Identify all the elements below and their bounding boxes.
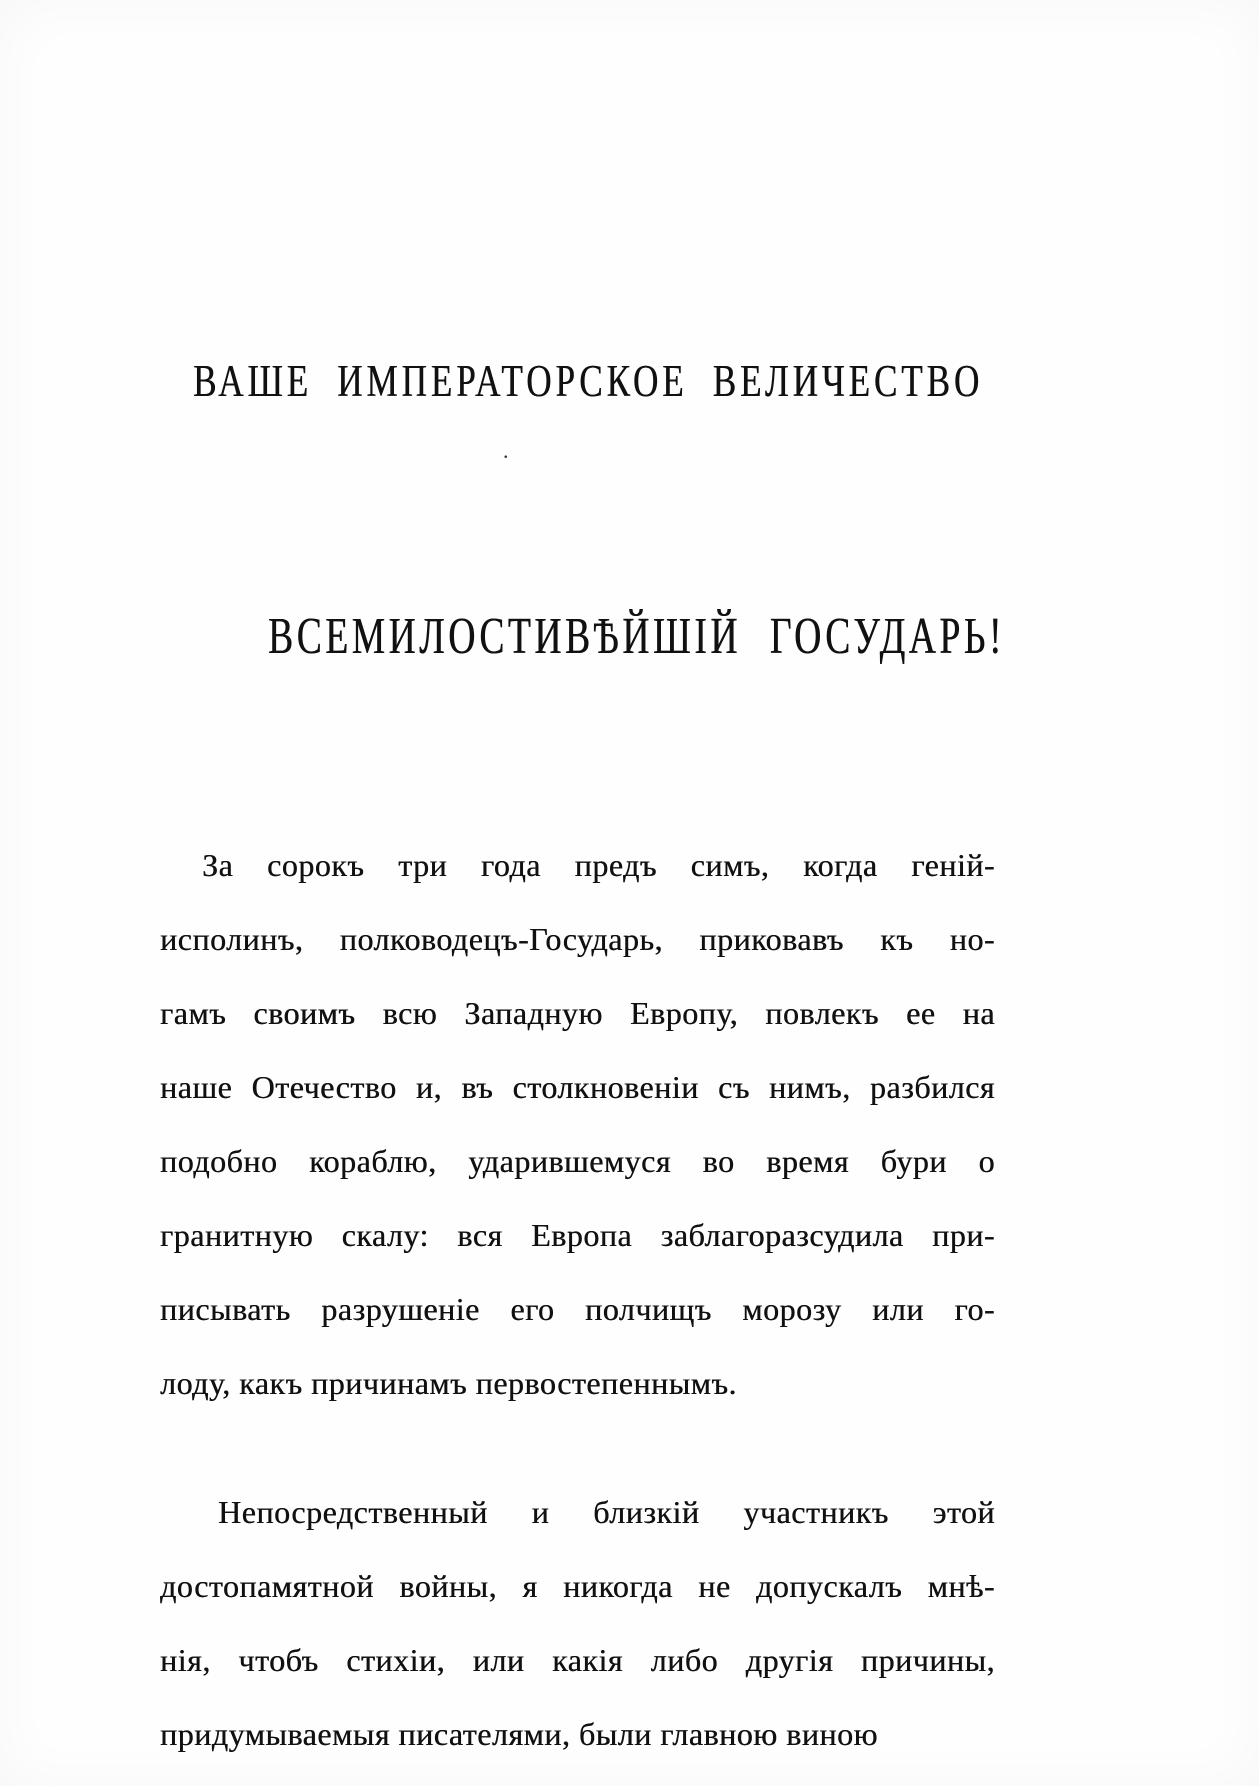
sovereign-address-heading: ВСЕМИЛОСТИВѢЙШІЙ ГОСУДАРЬ! — [268, 608, 1005, 665]
text-line: лоду, какъ причинамъ первостепеннымъ. — [160, 1365, 737, 1401]
text-line: придумываемыя писателями, были главною виною — [160, 1716, 878, 1752]
text-line: нія, чтобъ стихіи, или какія либо другія причины, — [160, 1642, 995, 1678]
text-line: гранитную скалу: вся Европа заблагоразсудила при- — [160, 1217, 995, 1253]
imperial-salutation-heading: ВАШЕ ИМПЕРАТОРСКОЕ ВЕЛИЧЕСТВО — [193, 356, 984, 406]
scan-dot-artifact: . — [503, 438, 509, 463]
paragraph-1 — [160, 828, 995, 1420]
text-line: гамъ своимъ всю Западную Европу, повлекъ ее на — [160, 995, 995, 1031]
text-line: писывать разрушеніе его полчищъ морозу или го- — [160, 1291, 995, 1327]
text-line: наше Отечество и, въ столкновеніи съ нимъ, разбился — [160, 1069, 995, 1105]
text-line: достопамятной войны, я никогда не допускалъ мнѣ- — [160, 1568, 995, 1604]
text-line: За сорокъ три года предъ симъ, когда геній- — [202, 847, 995, 883]
text-line: исполинъ, полководецъ-Государь, приковавъ къ но- — [160, 921, 995, 957]
paragraph-2 — [160, 1475, 995, 1771]
text-line: подобно кораблю, ударившемуся во время бури о — [160, 1143, 995, 1179]
text-line: Непосредственный и близкій участникъ этой — [218, 1494, 995, 1530]
